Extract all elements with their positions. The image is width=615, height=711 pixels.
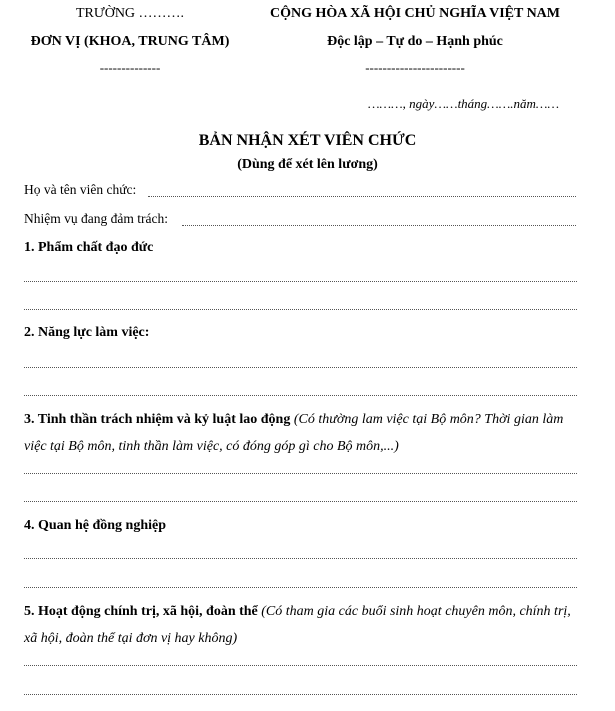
- section-5-line-1[interactable]: [24, 665, 577, 666]
- name-fill-line[interactable]: [148, 196, 576, 197]
- section-4-line-2[interactable]: [24, 587, 577, 588]
- country-name: CỘNG HÒA XÃ HỘI CHỦ NGHĨA VIỆT NAM: [269, 6, 560, 21]
- section-note: (Có thường lam việc tại Bộ môn? Thời gian làm việc tại Bộ môn, tinh thần làm việc, có đóng góp gì cho Bộ môn,...): [24, 412, 564, 454]
- section-1-line-2[interactable]: [24, 309, 577, 310]
- duty-label: Nhiệm vụ đang đảm trách:: [24, 211, 168, 226]
- duty-fill-line[interactable]: [182, 225, 576, 226]
- section-2-line-1[interactable]: [24, 367, 577, 368]
- school-name: TRƯỜNG ……….: [75, 6, 185, 21]
- section-1-line-1[interactable]: [24, 281, 577, 282]
- section-2-heading: [24, 325, 149, 341]
- section-5-line-2[interactable]: [24, 694, 577, 695]
- section-4-line-1[interactable]: [24, 558, 577, 559]
- document-title: BẢN NHẬN XÉT VIÊN CHỨC: [198, 132, 417, 149]
- section-3-heading: [24, 406, 584, 460]
- name-label: Họ và tên viên chức:: [24, 182, 137, 197]
- section-heading: 1. Phẩm chất đạo đức: [24, 240, 154, 255]
- section-3-line-2[interactable]: [24, 501, 577, 502]
- motto: Độc lập – Tự do – Hạnh phúc: [327, 34, 503, 49]
- document-subtitle: (Dùng để xét lên lương): [237, 157, 378, 172]
- section-heading: 4. Quan hệ đồng nghiệp: [24, 518, 166, 533]
- section-3-line-1[interactable]: [24, 473, 577, 474]
- unit-name: ĐƠN VỊ (KHOA, TRUNG TÂM): [30, 34, 230, 49]
- section-4-heading: [24, 518, 166, 534]
- section-5-heading: [24, 598, 584, 652]
- section-1-heading: [24, 240, 153, 256]
- section-heading: 5. Hoạt động chính trị, xã hội, đoàn thể: [24, 604, 258, 619]
- date-line: ………, ngày……tháng…….năm……: [368, 96, 560, 111]
- motto-separator: -----------------------: [365, 60, 465, 75]
- unit-separator: --------------: [99, 60, 161, 75]
- section-note: (Có tham gia các buổi sinh hoạt chuyên môn, chính trị, xã hội, đoàn thể tại đơn vị hay không): [24, 604, 571, 646]
- section-2-line-2[interactable]: [24, 395, 577, 396]
- section-heading: 3. Tinh thần trách nhiệm và kỷ luật lao động: [24, 412, 291, 427]
- section-heading: 2. Năng lực làm việc:: [24, 325, 150, 340]
